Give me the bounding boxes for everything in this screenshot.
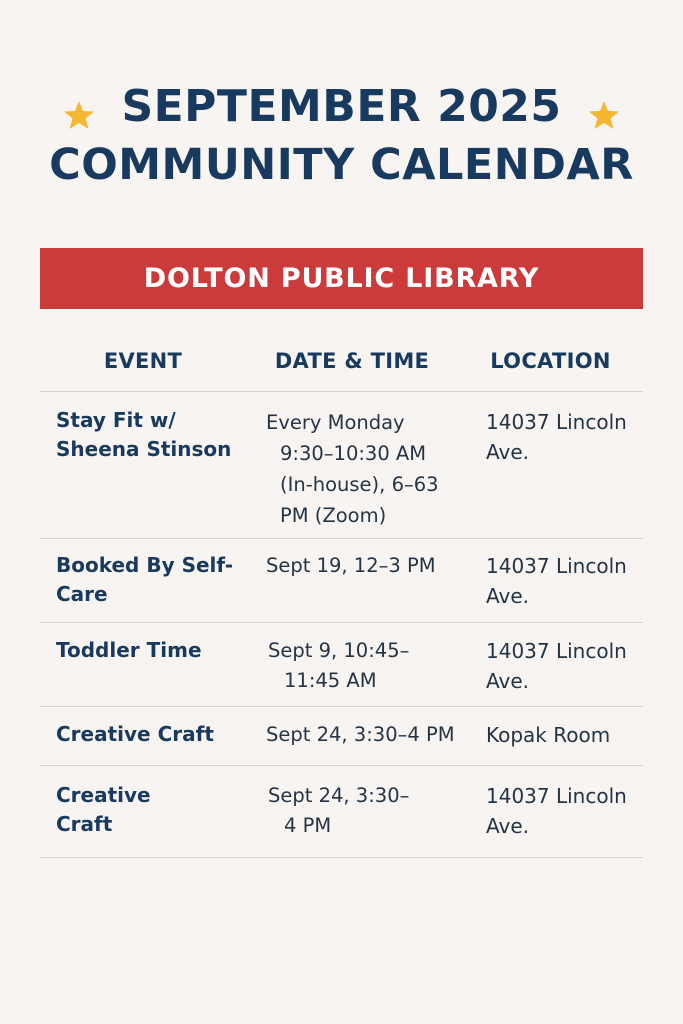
event-name: Creative Craft (56, 783, 151, 836)
event-location: Kopak Room (486, 723, 611, 747)
event-date-time: Sept 9, 10:45– 11:45 AM (268, 639, 410, 692)
event-location: 14037 Lincoln Ave. (486, 410, 627, 464)
event-name: Stay Fit w/ Sheena Stinson (56, 408, 232, 461)
event-date-time: Sept 19, 12–3 PM (266, 554, 436, 577)
events-table (40, 330, 643, 858)
header-event: EVENT (103, 348, 183, 373)
event-name: Toddler Time (56, 638, 202, 662)
event-name: Creative Craft (56, 722, 214, 746)
table-row (40, 392, 643, 539)
table-header (40, 330, 643, 392)
banner-text: DOLTON PUBLIC LIBRARY (143, 263, 540, 294)
event-date-time: Sept 24, 3:30–4 PM (266, 723, 455, 746)
table-row (40, 707, 643, 766)
title-line-1: SEPTEMBER 2025 (121, 81, 562, 132)
event-name: Booked By Self- Care (56, 553, 234, 606)
header-location: LOCATION (490, 348, 611, 373)
event-location: 14037 Lincoln Ave. (486, 784, 627, 838)
event-location: 14037 Lincoln Ave. (486, 554, 627, 608)
star-icon (588, 99, 620, 131)
calendar-header (0, 78, 683, 194)
table-row (40, 766, 643, 858)
table-row (40, 623, 643, 707)
star-icon (63, 99, 95, 131)
header-date-time: DATE & TIME (274, 348, 430, 373)
library-banner (40, 248, 643, 309)
title-line-2: COMMUNITY CALENDAR (49, 140, 634, 190)
table-row (40, 539, 643, 623)
event-location: 14037 Lincoln Ave. (486, 639, 627, 693)
event-date-time: Every Monday 9:30–10:30 AM (In-house), 6–63 PM (Zoom) (266, 411, 439, 527)
event-date-time: Sept 24, 3:30– 4 PM (268, 784, 410, 837)
